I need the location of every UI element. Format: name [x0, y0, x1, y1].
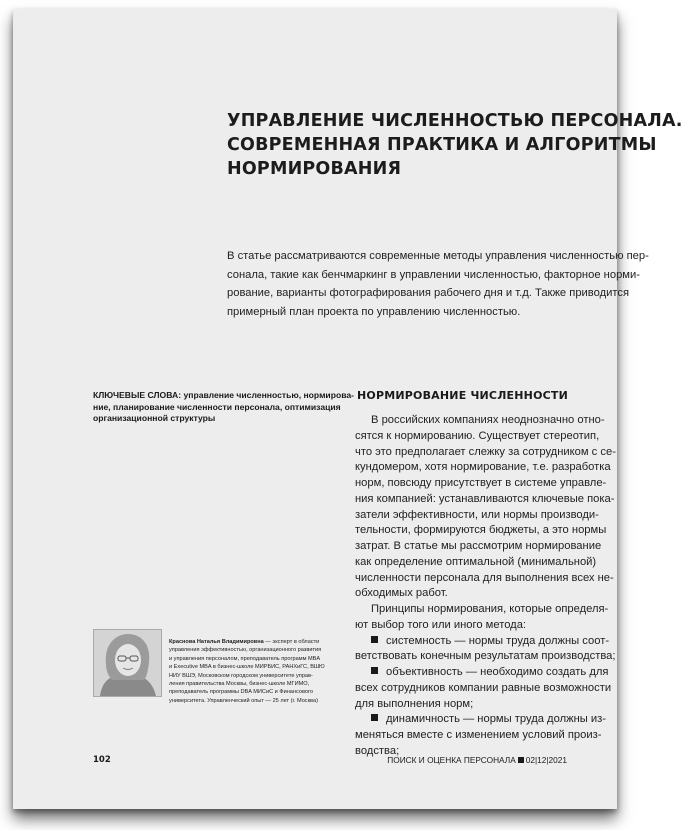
body-line [355, 460, 611, 476]
body-line [355, 618, 601, 634]
body-line [355, 492, 615, 508]
abstract-line: сонала, такие как бенчмаркинг в управлении численностью, факторное норми- [227, 268, 640, 281]
author-bio-line: преподаватель программы DBA МИСиС и Финансового [169, 689, 314, 696]
body-line-text: В российских компаниях неоднозначно отно- [371, 414, 605, 426]
body-line-text: численности персонала для выполнения всех не- [355, 571, 614, 584]
author-bio-text: — эксперт в области [263, 639, 320, 645]
body-line-text: водства; [355, 744, 400, 757]
body-line [355, 539, 601, 555]
author-photo [93, 629, 162, 697]
body-line-text: Принципы нормирования, которые определя- [371, 603, 609, 615]
body-line [355, 681, 612, 697]
body-line [355, 586, 601, 602]
body-line [355, 445, 616, 461]
bullet-square-icon [371, 636, 378, 643]
bullet-line [355, 634, 610, 650]
body-line [355, 508, 601, 524]
bullet-square-icon [371, 714, 378, 721]
keywords-line: организационной структуры [93, 413, 216, 424]
title-line: НОРМИРОВАНИЯ [227, 159, 402, 179]
section-body [355, 413, 616, 760]
body-line-text: объективность — необходимо создать для [386, 666, 609, 678]
body-line-text: норм, повсюду присутствует в системе управле- [355, 477, 607, 489]
abstract-line: В статье рассматриваются современные методы управления численностью пер- [227, 250, 649, 262]
body-line-text: кундомером, хотя нормирование, т.е. разработка [355, 461, 611, 474]
author-bio-line: НИУ ВШЭ, Московском городском университете управ- [169, 672, 313, 679]
title-line: УПРАВЛЕНИЕ ЧИСЛЕННОСТЬЮ ПЕРСОНАЛА. [227, 111, 683, 131]
body-line-text: затели эффективности, или нормы производи- [355, 508, 599, 521]
body-line-text: тельности, формируются бюджеты, а это нормы [355, 524, 607, 537]
body-line [355, 429, 601, 445]
body-line-text: как определение оптимальной (минимальной) [355, 555, 597, 568]
body-line [355, 697, 601, 713]
abstract-line: рование, варианты фотографирования рабочего дня и т.д. Также приводится [227, 287, 630, 300]
body-line-text: системность — нормы труда должны соот- [386, 634, 610, 647]
journal-name: ПОИСК И ОЦЕНКА ПЕРСОНАЛА [387, 755, 516, 765]
body-line [355, 571, 614, 587]
author-bio-line: университета. Управленческий опыт — 25 лет (г. Москва) [169, 697, 318, 704]
keywords-line: КЛЮЧЕВЫЕ СЛОВА: управление численностью, нормирова- [93, 390, 355, 400]
page-number: 102 [93, 755, 111, 765]
journal-issue: 02|12|2021 [525, 755, 567, 765]
author-bio-line [169, 638, 337, 646]
body-line-text: ветствовать конечным результатам производства; [355, 650, 616, 663]
section-heading: НОРМИРОВАНИЕ ЧИСЛЕННОСТИ [357, 389, 569, 402]
author-bio-line: управления эффективностью, организационного развития [169, 647, 322, 654]
author-bio-line: и Executive MBA в бизнес-школе МИРБИС, РАНХиГС, ВШЮ [169, 664, 325, 671]
bullet-line [355, 665, 609, 681]
author-bio [169, 638, 337, 705]
bullet-square-icon [371, 667, 378, 674]
body-line [355, 555, 601, 571]
author-bio-line: ления правительства Москвы, бизнес-школе МГИМО, [169, 681, 310, 688]
body-line-text: ния компанией: устанавливаются ключевые пока- [355, 492, 615, 505]
body-line-text: всех сотрудников компании равные возможности [355, 681, 612, 694]
magazine-page [13, 9, 683, 809]
body-line-text: что это предполагает слежку за сотрудником с се- [355, 445, 616, 458]
body-line [355, 728, 601, 744]
body-line [355, 413, 605, 429]
body-line-text: сятся к нормированию. Существует стереотип, [355, 429, 600, 442]
body-line [355, 649, 616, 665]
journal-footer [387, 755, 567, 765]
body-line-text: для выполнения норм; [355, 697, 474, 710]
body-line [355, 602, 609, 618]
article-title [227, 109, 683, 181]
keywords-line: ние, планирование численности персонала, оптимизация [93, 401, 341, 412]
body-line-text: обходимых работ. [355, 587, 448, 600]
bullet-line [355, 712, 607, 728]
body-line-text: затрат. В статье мы рассмотрим нормирование [355, 540, 602, 552]
square-separator-icon [518, 757, 524, 763]
title-line: СОВРЕМЕННАЯ ПРАКТИКА И АЛГОРИТМЫ [227, 135, 657, 155]
body-line-text: динамичность — нормы труда должны из- [386, 713, 607, 726]
body-line-text: ют выбор того или иного метода: [355, 618, 527, 631]
body-line [355, 476, 607, 492]
abstract-line: примерный план проекта по управлению численностью. [227, 305, 521, 318]
author-bio-line: и управления персоналом, преподаватель программ MBA [169, 655, 321, 662]
article-abstract [227, 247, 649, 321]
body-line-text: меняться вместе с изменением условий произ- [355, 729, 602, 741]
author-name: Краснова Наталья Владимировна [169, 639, 264, 645]
author-portrait-image [94, 630, 161, 696]
keywords-block [93, 390, 355, 425]
body-line [355, 523, 607, 539]
